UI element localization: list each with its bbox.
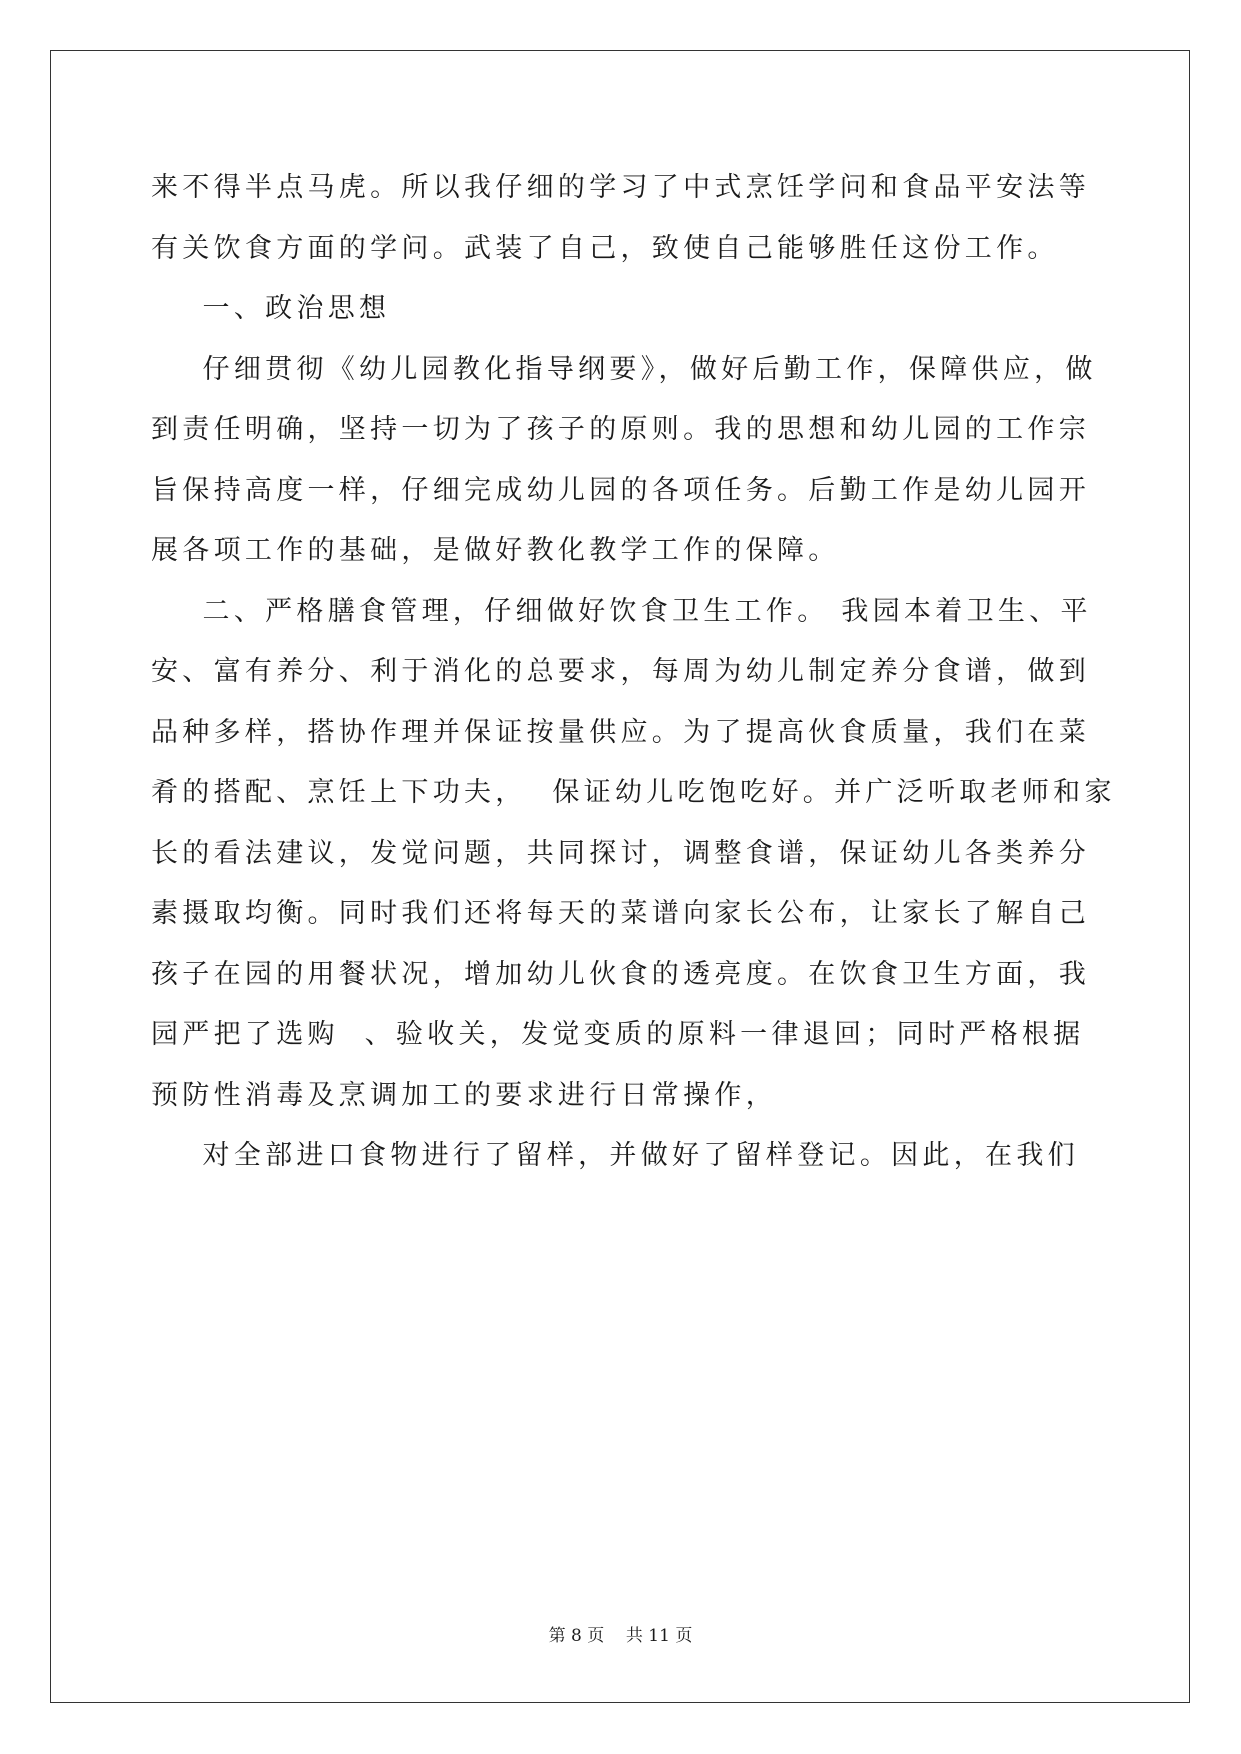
text-line: 有关饮食方面的学问。武装了自己，致使自己能够胜任这份工作。 <box>151 232 1059 264</box>
text-line: 肴的搭配、烹饪上下功夫， 保证幼儿吃饱吃好。并广泛听取老师和家 <box>151 777 1116 808</box>
text-line: 品种多样，搭协作理并保证按量供应。为了提高伙食质量，我们在菜 <box>151 716 1090 748</box>
text-line: 安、富有养分、利于消化的总要求，每周为幼儿制定养分食谱，做到 <box>151 656 1090 687</box>
text-line: 对全部进口食物进行了留样，并做好了留样登记。因此，在我们 <box>151 1140 1079 1171</box>
text-line: 展各项工作的基础，是做好教化教学工作的保障。 <box>151 535 840 566</box>
document-body <box>151 158 1116 1187</box>
section-heading: 一、政治思想 <box>151 293 391 324</box>
text-line: 长的看法建议，发觉问题，共同探讨，调整食谱，保证幼儿各类养分 <box>151 837 1090 869</box>
text-line: 仔细贯彻《幼儿园教化指导纲要》，做好后勤工作，保障供应，做 <box>151 353 1097 385</box>
text-line: 孩子在园的用餐状况，增加幼儿伙食的透亮度。在饮食卫生方面，我 <box>151 958 1090 990</box>
text-line: 预防性消毒及烹调加工的要求进行日常操作， <box>151 1079 777 1111</box>
text-line: 来不得半点马虎。所以我仔细的学习了中式烹饪学问和食品平安法等 <box>151 172 1090 203</box>
text-line: 旨保持高度一样，仔细完成幼儿园的各项任务。后勤工作是幼儿园开 <box>151 474 1090 506</box>
text-line: 园严把了选购 、验收关，发觉变质的原料一律退回；同时严格根据 <box>151 1019 1085 1050</box>
text-line: 素摄取均衡。同时我们还将每天的菜谱向家长公布，让家长了解自己 <box>151 898 1090 929</box>
page-number: 第 8 页 共 11 页 <box>548 1626 693 1646</box>
section-heading: 二、严格膳食管理，仔细做好饮食卫生工作。 我园本着卫生、平 <box>151 595 1092 627</box>
text-line: 到责任明确，坚持一切为了孩子的原则。我的思想和幼儿园的工作宗 <box>151 414 1090 445</box>
